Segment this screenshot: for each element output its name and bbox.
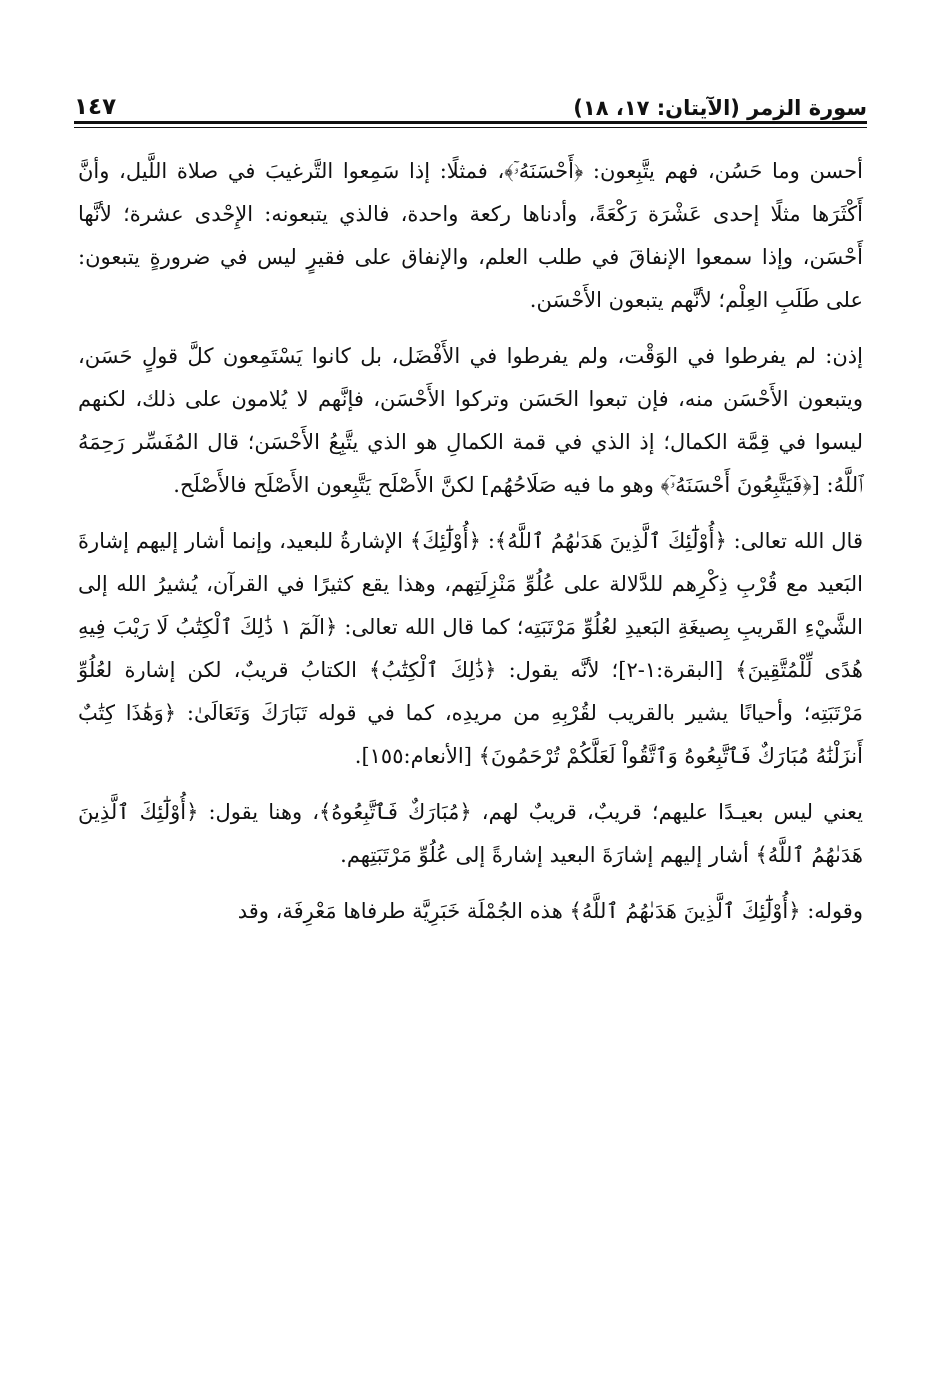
- running-header-title: سورة الزمر (الآيتان: ١٧، ١٨): [573, 96, 867, 120]
- page-number: ١٤٧: [74, 94, 117, 120]
- header-rule-thick: [74, 121, 867, 124]
- page-header: [74, 86, 867, 120]
- paragraph: أحسن وما حَسُن، فهم يتَّبِعون: ﴿أَحْسَنَهُۥٓ﴾، فمثلًا: إذا سَمِعوا التَّرغيبَ في صلاة اللَّيل، وأنَّ أَكْثَرَها مثلًا إحدى عَشْرَة رَكْعَةً، وأدناها ركعة واحدة، فالذي يتبعونه: الإِحْدى عشرة؛ لأنَّها أَحْسَن، وإذا سمعوا الإنفاقَ في طلب العلم، والإنفاق على فقيرٍ ليس في ضرورةٍ يتبعون: على طَلَبِ العِلْم؛ لأنَّهم يتبعون الأَحْسَن.: [78, 159, 863, 312]
- paragraph: إذن: لم يفرطوا في الوَقْت، ولم يفرطوا في الأَفْضَل، بل كانوا يَسْتَمِعون كلَّ قولٍ حَسَن، ويتبعون الأَحْسَن منه، فإن تبعوا الحَسَن وتركوا الأَحْسَن، فإنَّهم لا يُلامون على ذلك، لكنهم ليسوا في قِمَّة الكمال؛ إذ الذي في قمة الكمالِ هو الذي يتَّبِعُ الأَحْسَن؛ قال المُفَسِّر رَحِمَهُ ٱللَّهُ: [﴿فَيَتَّبِعُونَ أَحْسَنَهُۥٓ﴾ وهو ما فيه صَلَاحُهُم] لكنَّ الأَصْلَح يَتَّبِعون الأَصْلَح فالأَصْلَح.: [78, 344, 863, 497]
- paragraph: يعني ليس بعيـدًا عليهم؛ قريبٌ، قريبٌ لهم، ﴿مُبَارَكٌ فَٱتَّبِعُوهُ﴾، وهنا يقول: ﴿أُوْلَٰٓئِكَ ٱلَّذِينَ هَدَىٰهُمُ ٱللَّهُ﴾ أشار إليهم إشارَةَ البعيد إشارةً إلى عُلُوِّ مَرْتَبَتِهم.: [78, 800, 863, 867]
- header-rule-thin: [74, 127, 867, 128]
- body-text: [78, 150, 863, 933]
- paragraph: وقوله: ﴿أُوْلَٰٓئِكَ ٱلَّذِينَ هَدَىٰهُمُ ٱللَّهُ﴾ هذه الجُمْلَة خَبَرِيَّة طرفاها مَعْرِفَة، وقد: [237, 899, 863, 923]
- paragraph: قال الله تعالى: ﴿أُوْلَٰٓئِكَ ٱلَّذِينَ هَدَىٰهُمُ ٱللَّهُ﴾: ﴿أُوْلَٰٓئِكَ﴾ الإشارةُ للبعيد، وإنما أشار إليهم إشارةَ البَعيد مع قُرْبِ ذِكْرِهم للدَّلالة على عُلُوِّ مَنْزِلَتِهم، وهذا يقع كثيرًا في القرآن، يُشيرُ الله إلى الشَّيْءِ القَريبِ بِصيغَةِ البَعيدِ لعُلُوِّ مَرْتَبَتِه؛ كما قال الله تعالى: ﴿الٓمٓ ١ ذَٰلِكَ ٱلْكِتَٰبُ لَا رَيْبَ فِيهِ هُدًى لِّلْمُتَّقِينَ﴾ [البقرة:١-٢]؛ لأنَّه يقول: ﴿ذَٰلِكَ ٱلْكِتَٰبُ﴾ الكتابُ قريبٌ، لكن إشارة لعُلُوِّ مَرْتَبَتِه؛ وأحيانًا يشير بالقريب لقُرْبِهِ من مريدِه، كما في قوله تَبَارَكَ وَتَعَالَىٰ: ﴿وَهَٰذَا كِتَٰبٌ أَنزَلْنَٰهُ مُبَارَكٌ فَٱتَّبِعُوهُ وَٱتَّقُواْ لَعَلَّكُمْ تُرْحَمُونَ﴾ [الأنعام:١٥٥].: [78, 529, 864, 768]
